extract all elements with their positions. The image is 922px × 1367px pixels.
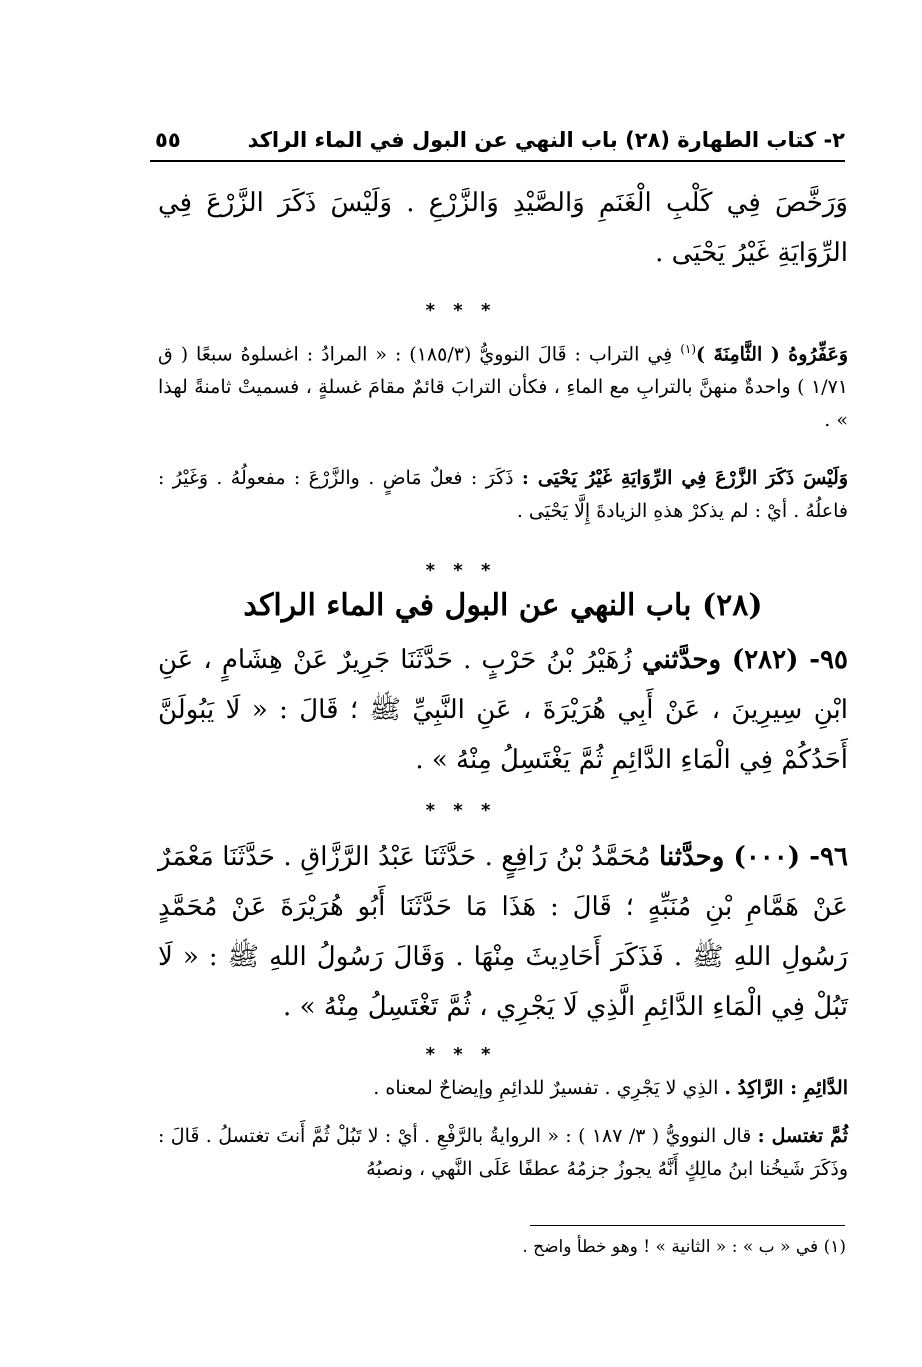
commentary-lemma: الدَّائِمِ : الرَّاكِدُ . bbox=[724, 1077, 848, 1099]
page-header bbox=[155, 122, 845, 158]
commentary-3: الدَّائِمِ : الرَّاكِدُ . الذِي لا يَجْرِي . تفسيرٌ للدائِمِ وإيضاحٌ لمعناه . bbox=[373, 1077, 848, 1099]
hadith-continuation: وَرَخَّصَ فِي كَلْبِ الْغَنَمِ وَالصَّيْدِ وَالزَّرْعِ . وَلَيْسَ ذَكَرَ الزَّرْعَ فِي الرِّوَايَةِ غَيْرُ يَحْيَى . bbox=[158, 188, 848, 268]
hadith-number: ٩٦- (٠٠٠) وحدَّثنا bbox=[659, 842, 848, 872]
separator-3: * * * bbox=[425, 800, 497, 821]
commentary-1: وَعَفِّرُوهُ ( الثَّامِنَةَ )$^{(١)}$ فِي التراب : قَالَ النوويُّ (١٨٥/٣) : « المرادُ : اغسلوهُ سبعًا ( ق ١/٧١ ) واحدةٌ منهنَّ بالترابِ مع الماءِ ، فكأن الترابَ قائمٌ مقامَ غسلةٍ ، فسميتْ ثامنةً لهذا » . bbox=[158, 342, 848, 432]
commentary-2: وَلَيْسَ ذَكَرَ الزَّرْعَ فِي الرِّوَايَةِ غَيْرُ يَحْيَى : ذَكَرَ : فعلٌ مَاضٍ . والزَّرْعَ : مفعولُهُ . وَغَيْرُ : فاعلُهُ . أيْ : لم يذكرْ هذهِ الزيادةَ إِلَّا يَحْيَى . bbox=[158, 467, 848, 522]
commentary-lemma: ثُمَّ تغتسل : bbox=[757, 1125, 848, 1147]
hadith-95: ٩٥- (٢٨٢) وحدَّثني زُهَيْرُ بْنُ حَرْبٍ . حَدَّثَنَا جَرِيرٌ عَنْ هِشَامٍ ، عَنِ ابْنِ سِيرِينَ ، عَنْ أَبِي هُرَيْرَةَ ، عَنِ النَّبِيِّ ﷺ ؛ قَالَ : « لَا يَبُولَنَّ أَحَدُكُمْ فِي الْمَاءِ الدَّائِمِ ثُمَّ يَغْتَسِلُ مِنْهُ » . bbox=[158, 645, 848, 775]
footnote-ref: (١) bbox=[680, 342, 697, 356]
separator-4: * * * bbox=[425, 1044, 497, 1065]
footnote-divider bbox=[530, 1225, 845, 1226]
commentary-lemma: وَعَفِّرُوهُ ( الثَّامِنَةَ ) bbox=[696, 343, 848, 366]
commentary-4: ثُمَّ تغتسل : قال النوويُّ ( ٣/ ١٨٧ ) : « الروايةُ بالرَّفْعِ . أيْ : لا تَبُلْ ثُمَّ أَنتَ تغتسلُ . قَالَ : وذَكَرَ شَيخُنا ابنُ مالِكٍ أَنَّهُ يجوزُ جزمُهُ عطفًا عَلَى النَّهي ، ونصبُهُ bbox=[158, 1125, 848, 1180]
separator-2: * * * bbox=[425, 560, 497, 581]
running-title: ٢- كتاب الطهارة (٢٨) باب النهي عن البول في الماء الراكد bbox=[247, 128, 845, 152]
commentary-lemma: وَلَيْسَ ذَكَرَ الزَّرْعَ فِي الرِّوَايَةِ غَيْرُ يَحْيَى : bbox=[521, 467, 848, 489]
separator-1: * * * bbox=[425, 300, 497, 321]
header-divider bbox=[150, 160, 845, 162]
footnote: (١) في « ب » : « الثانية » ! وهو خطأ واضح . bbox=[522, 1237, 846, 1257]
chapter-title: (٢٨) باب النهي عن البول في الماء الراكد bbox=[243, 588, 763, 623]
page-number: ٥٥ bbox=[155, 128, 181, 152]
hadith-96: ٩٦- (٠٠٠) وحدَّثنا مُحَمَّدُ بْنُ رَافِعٍ . حَدَّثَنَا عَبْدُ الرَّزَّاقِ . حَدَّثَنَا مَعْمَرٌ عَنْ هَمَّامِ بْنِ مُنَبِّهٍ ؛ قَالَ : هَذَا مَا حَدَّثَنَا أَبُو هُرَيْرَةَ عَنْ مُحَمَّدٍ رَسُولِ اللهِ ﷺ . فَذَكَرَ أَحَادِيثَ مِنْهَا . وَقَالَ رَسُولُ اللهِ ﷺ : « لَا تَبُلْ فِي الْمَاءِ الدَّائِمِ الَّذِي لَا يَجْرِي ، ثُمَّ تَغْتَسِلُ مِنْهُ » . bbox=[158, 842, 848, 1022]
hadith-number: ٩٥- (٢٨٢) وحدَّثني bbox=[642, 645, 848, 675]
